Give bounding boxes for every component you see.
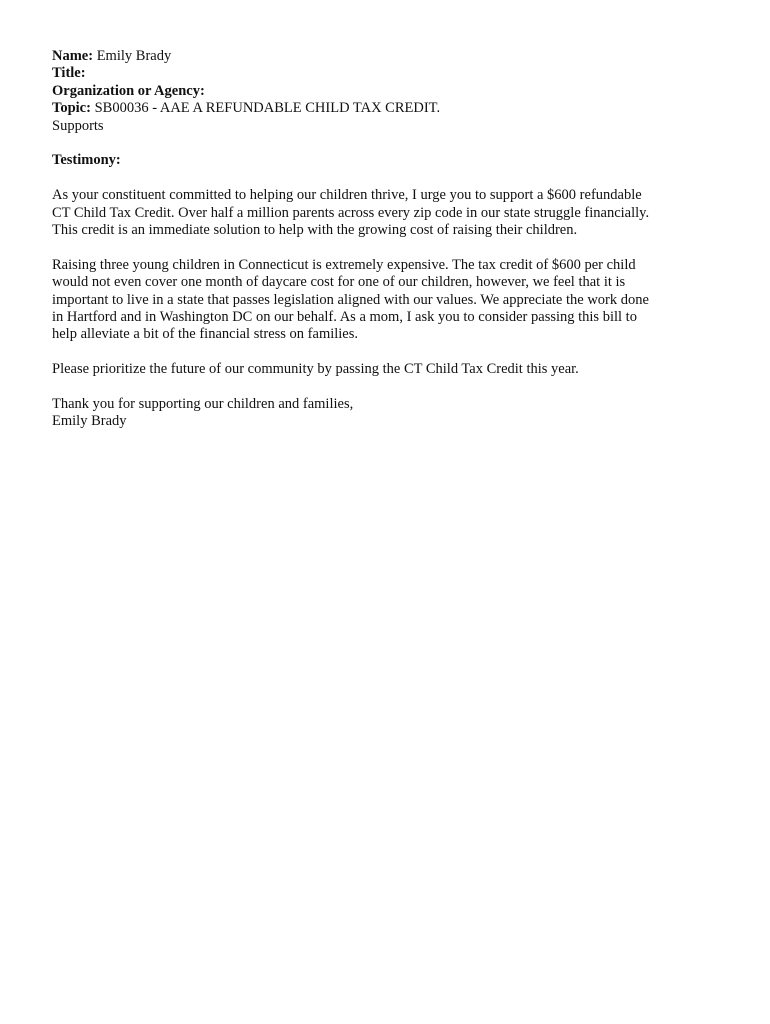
organization-line xyxy=(52,83,742,100)
title-label: Title: xyxy=(52,65,86,82)
paragraph-line: important to live in a state that passes legislation aligned with our values. We appreciate the work done xyxy=(52,291,649,308)
organization-label: Organization or Agency: xyxy=(52,82,205,99)
topic-label: Topic: xyxy=(52,100,91,117)
paragraph-line: Please prioritize the future of our community by passing the CT Child Tax Credit this year. xyxy=(52,361,579,378)
topic-value: SB00036 - AAE A REFUNDABLE CHILD TAX CREDIT. xyxy=(94,100,441,117)
paragraph-line: help alleviate a bit of the financial stress on families. xyxy=(52,326,359,343)
closing-line: Thank you for supporting our children and families, xyxy=(52,396,354,413)
paragraph-line: in Hartford and in Washington DC on our behalf. As a mom, I ask you to consider passing this bill to xyxy=(52,309,637,326)
paragraph-line: This credit is an immediate solution to help with the growing cost of raising their children. xyxy=(52,222,578,239)
paragraph-1 xyxy=(52,187,742,239)
signature: Emily Brady xyxy=(52,413,127,430)
paragraph-3 xyxy=(52,361,742,378)
testimony-document xyxy=(52,48,742,431)
testimony-heading xyxy=(52,152,742,169)
testimony-label: Testimony: xyxy=(52,152,121,169)
position-line: Supports xyxy=(52,117,104,134)
paragraph-line: As your constituent committed to helping our children thrive, I urge you to support a $600 refundable xyxy=(52,187,642,204)
paragraph-2 xyxy=(52,257,742,344)
paragraph-line: would not even cover one month of daycare cost for one of our children, however, we feel that it is xyxy=(52,274,626,291)
title-line xyxy=(52,65,742,82)
name-line xyxy=(52,48,742,65)
name-label: Name: xyxy=(52,48,94,64)
paragraph-line: CT Child Tax Credit. Over half a million parents across every zip code in our state struggle financially. xyxy=(52,204,650,221)
paragraph-line: Raising three young children in Connecticut is extremely expensive. The tax credit of $600 per child xyxy=(52,256,636,273)
name-value: Emily Brady xyxy=(96,48,172,64)
topic-line xyxy=(52,100,742,117)
